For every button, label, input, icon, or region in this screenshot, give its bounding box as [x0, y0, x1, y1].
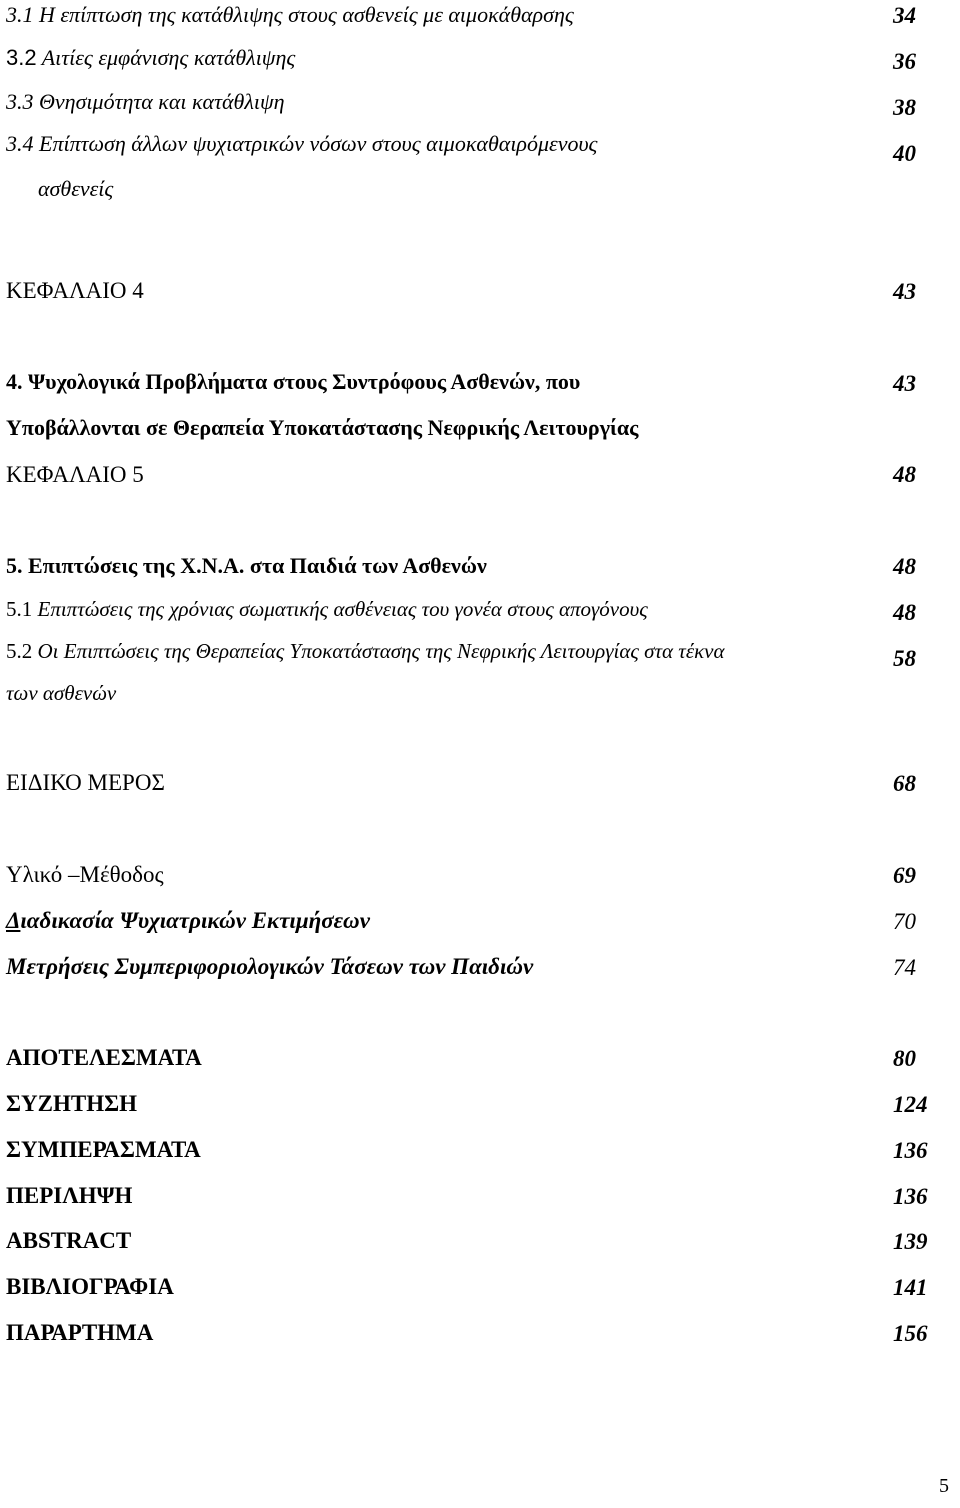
toc-entry-5-2-cont: των ασθενών	[6, 681, 117, 705]
section-title: Η επίπτωση της κατάθλιψης στους ασθενείς με αιμοκάθαρσης	[39, 2, 574, 27]
page-number: 5	[939, 1475, 949, 1497]
section-number: 3.1	[6, 2, 34, 27]
page-ref-measurements: 74	[893, 955, 916, 980]
page-ref-chapter-5: 48	[893, 462, 916, 487]
section-number: 3.2	[6, 45, 37, 70]
toc-entry-3-3	[6, 91, 285, 113]
page-ref-appendix: 156	[893, 1321, 928, 1346]
page-ref-procedure: 70	[893, 909, 916, 934]
page-ref-3-4: 40	[893, 141, 916, 166]
toc-entry-3-4	[6, 133, 598, 155]
chapter-5-heading: ΚΕΦΑΛΑΙΟ 5	[6, 462, 144, 487]
toc-entry-5-2	[6, 641, 725, 662]
procedure-title-rest: ιαδικασία Ψυχιατρικών Εκτιμήσεων	[20, 908, 370, 933]
page-ref-3-1: 34	[893, 3, 916, 28]
section-title: Αιτίες εμφάνισης κατάθλιψης	[41, 45, 296, 70]
toc-entry-5-1	[6, 599, 648, 620]
page-ref-5-1: 48	[893, 600, 916, 625]
toc-entry-4-line1: 4. Ψυχολογικά Προβλήματα στους Συντρόφους Ασθενών, που	[6, 369, 581, 394]
page-ref-3-3: 38	[893, 95, 916, 120]
page-ref-conclusions: 136	[893, 1138, 928, 1163]
chapter-4-heading: ΚΕΦΑΛΑΙΟ 4	[6, 278, 144, 303]
page-ref-3-2: 36	[893, 49, 916, 74]
appendix-entry: ΠΑΡΑΡΤΗΜΑ	[6, 1320, 154, 1345]
conclusions-entry: ΣΥΜΠΕΡΑΣΜΑΤΑ	[6, 1137, 201, 1162]
toc-entry-4-line2: Υποβάλλονται σε Θεραπεία Υποκατάστασης Νεφρικής Λειτουργίας	[6, 415, 639, 440]
abstract-entry: ABSTRACT	[6, 1228, 132, 1253]
special-part-heading: ΕΙΔΙΚΟ ΜΕΡΟΣ	[6, 770, 165, 795]
page-ref-chapter-4: 43	[893, 279, 916, 304]
section-title: Οι Επιπτώσεις της Θεραπείας Υποκατάστασης της Νεφρικής Λειτουργίας στα τέκνα	[37, 639, 725, 663]
section-title: Επιπτώσεις της χρόνιας σωματικής ασθένειας του γονέα στους απογόνους	[37, 597, 648, 621]
page-ref-5-2: 58	[893, 646, 916, 671]
toc-entry-3-1	[6, 4, 574, 26]
section-title: Θνησιμότητα και κατάθλιψη	[39, 89, 285, 114]
procedure-entry	[6, 909, 370, 932]
toc-entry-3-2	[6, 47, 295, 69]
page-ref-5: 48	[893, 554, 916, 579]
page-ref-material-method: 69	[893, 863, 916, 888]
section-number: 3.3	[6, 89, 34, 114]
page-ref-summary: 136	[893, 1184, 928, 1209]
material-method-entry: Υλικό –Μέθοδος	[6, 862, 164, 887]
toc-entry-3-4-cont: ασθενείς	[38, 176, 114, 201]
section-number: 5.1	[6, 597, 33, 621]
measurements-entry: Μετρήσεις Συμπεριφοριολογικών Τάσεων των Παιδιών	[6, 954, 534, 979]
section-number: 5.2	[6, 639, 33, 663]
page-ref-bibliography: 141	[893, 1275, 928, 1300]
page-ref-abstract: 139	[893, 1229, 928, 1254]
section-title: Επίπτωση άλλων ψυχιατρικών νόσων στους αιμοκαθαιρόμενους	[39, 131, 598, 156]
results-entry: ΑΠΟΤΕΛΕΣΜΑΤΑ	[6, 1045, 202, 1070]
bibliography-entry: ΒΙΒΛΙΟΓΡΑΦΙΑ	[6, 1274, 174, 1299]
page-ref-discussion: 124	[893, 1092, 928, 1117]
toc-entry-5: 5. Επιπτώσεις της Χ.Ν.Α. στα Παιδιά των Ασθενών	[6, 553, 487, 578]
page-ref-results: 80	[893, 1046, 916, 1071]
discussion-entry: ΣΥΖΗΤΗΣΗ	[6, 1091, 138, 1116]
page-ref-4: 43	[893, 371, 916, 396]
page-ref-special-part: 68	[893, 771, 916, 796]
summary-entry: ΠΕΡΙΛΗΨΗ	[6, 1183, 133, 1208]
section-number: 3.4	[6, 131, 34, 156]
underlined-initial: Δ	[6, 908, 21, 933]
